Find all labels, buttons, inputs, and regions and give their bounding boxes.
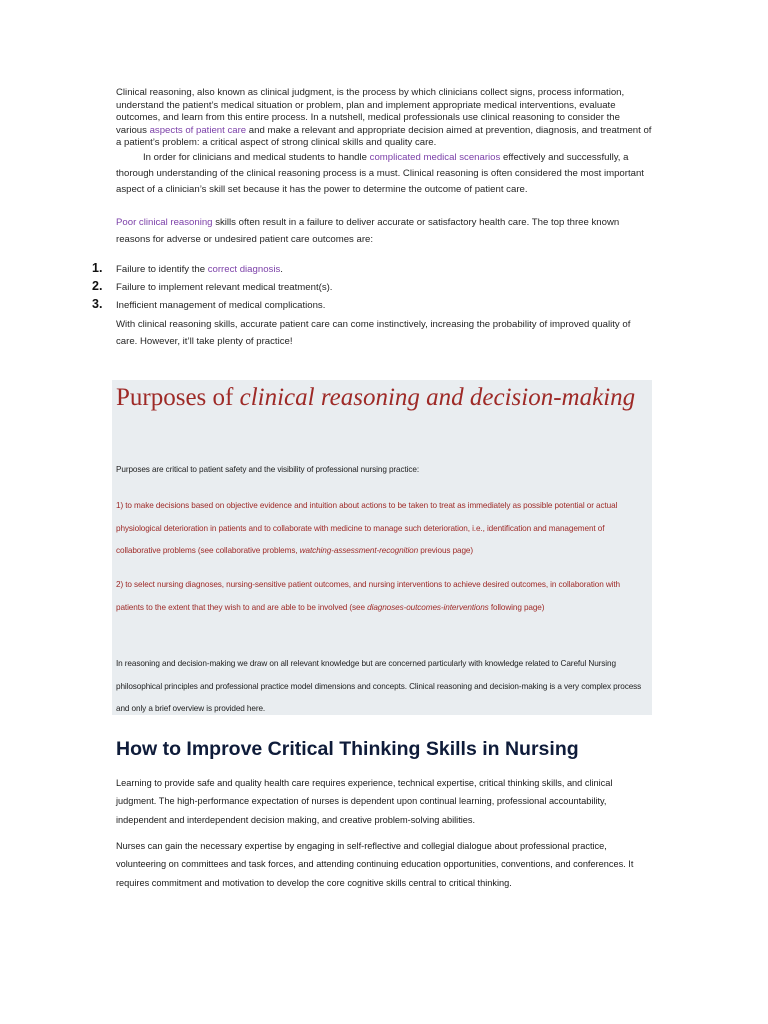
list-item [92, 280, 652, 298]
section-paragraph-1: Learning to provide safe and quality health care requires experience, technical expertise, critical thinking skills, and clinical judgment. The high-performance expectation of nurses is dependent upon continual learning, professional accountability, independent and interdependent decision making, and creative problem-solving abilities. [116, 778, 613, 825]
list-item [92, 262, 652, 280]
intro-text: and make a relevant and appropriate decision aimed at prevention, diagnosis, and treatment of a patient’s problem: a critical aspect of strong clinical skills and quality care. [116, 124, 652, 149]
intro-paragraph-2 [116, 150, 652, 198]
purpose-text: previous page) [418, 546, 474, 555]
link-poor-clinical-reasoning[interactable]: Poor clinical reasoning [116, 217, 213, 228]
list-number: 3. [92, 297, 103, 311]
purpose-text: 2) to select nursing diagnoses, nursing-sensitive patient outcomes, and nursing interventions to achieve desired outcomes, in collaboration with patients to the extent that they wish to and are able to be involved (see [116, 580, 620, 612]
purposes-intro: Purposes are critical to patient safety and the visibility of professional nursing practice: [116, 465, 419, 474]
intro-text: effectively and successfully, a thorough understanding of the clinical reasoning process is a must. Clinical reasoning is often considered the most important aspect of a clinician’s skill set because it has the power to determine the outcome of patient care. [116, 152, 644, 195]
purposes-title [116, 383, 646, 412]
intro-text: skills often result in a failure to deliver accurate or satisfactory health care. The top three known reasons for adverse or undesired patient care outcomes are: [116, 217, 620, 245]
purpose-text: 1) to make decisions based on objective evidence and intuition about actions to be taken to treat as immediately as possible potential or actual physiological deterioration in patients and to collaborate with medicine to manage such deterioration, i.e., identification and management of collaborative problems (see collaborative problems, [116, 501, 618, 555]
purpose-italic: diagnoses-outcomes-interventions [367, 602, 489, 612]
purpose-text: following page) [488, 602, 545, 612]
purposes-closing: In reasoning and decision-making we draw on all relevant knowledge but are concerned particularly with knowledge related to Careful Nursing philosophical principles and professional practice model dimensions and concepts. Clinical reasoning and decision-making is a very complex process and only a brief overview is provided here. [116, 659, 642, 713]
purposes-box [112, 380, 652, 715]
purpose-item-1 [116, 495, 650, 563]
list-text: . [280, 264, 283, 275]
intro-text: Clinical reasoning, also known as clinical judgment, is the process by which clinicians collect signs, process information, understand the patient’s medical situation or problem, plan and implement appropriate medical interventions, evaluate outcomes, and learn from this entire process. In a nutshell, medical professionals use clinical reasoning to consider the various [116, 87, 625, 136]
list-text: Failure to identify the [116, 264, 208, 275]
title-italic: clinical reasoning and decision-making [239, 384, 636, 411]
list-item [92, 298, 652, 316]
list-item-text: Inefficient management of medical complications. [116, 300, 326, 311]
after-list-paragraph: With clinical reasoning skills, accurate patient care can come instinctively, increasing the probability of improved quality of care. However, it’ll take plenty of practice! [116, 319, 631, 347]
reasons-list [92, 262, 652, 316]
list-number: 1. [92, 261, 103, 275]
intro-paragraph-1 [116, 87, 652, 150]
section-paragraph-2: Nurses can gain the necessary expertise by engaging in self-reflective and collegial dialogue about professional practice, volunteering on committees and task forces, and attending continuing education opportunities, conventions, and conferences. It requires commitment and motivation to develop the core cognitive skills central to critical thinking. [116, 841, 634, 888]
link-correct-diagnosis[interactable]: correct diagnosis [207, 264, 281, 275]
title-plain: Purposes of [116, 384, 240, 411]
purpose-italic: watching-assessment-recognition [299, 546, 419, 555]
link-complicated-medical-scenarios[interactable]: complicated medical scenarios [369, 152, 501, 163]
list-item-text [116, 264, 283, 275]
purpose-item-2 [116, 574, 650, 619]
intro-paragraph-3 [116, 214, 652, 248]
list-number: 2. [92, 279, 103, 293]
section-heading: How to Improve Critical Thinking Skills in Nursing [116, 738, 579, 760]
intro-text: In order for clinicians and medical students to handle [143, 152, 370, 163]
link-aspects-of-patient-care[interactable]: aspects of patient care [149, 124, 247, 136]
list-item-text: Failure to implement relevant medical treatment(s). [116, 282, 333, 293]
